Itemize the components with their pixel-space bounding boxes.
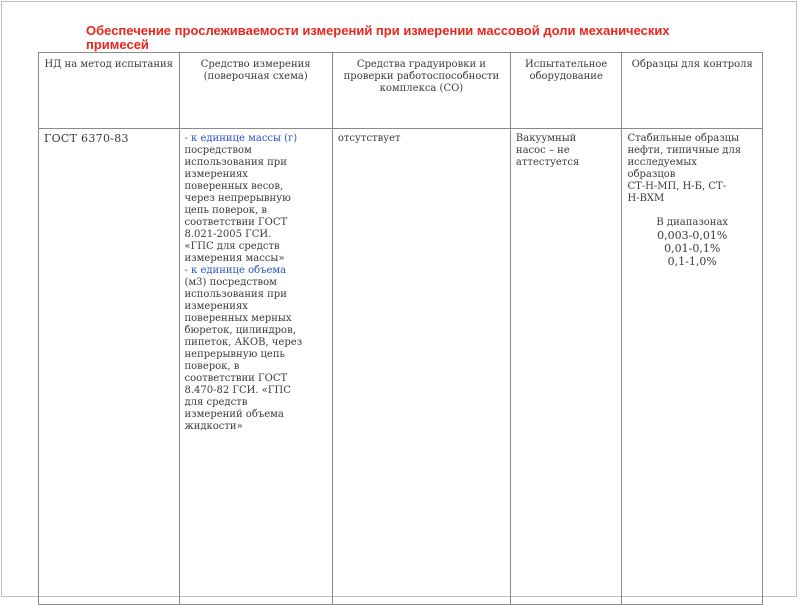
samples-line: Н-ВХМ <box>627 193 665 204</box>
measuring-means-line: соответствии ГОСТ <box>184 373 288 384</box>
cell-measuring-means <box>179 129 332 605</box>
cell-method <box>39 129 180 605</box>
measuring-means-line: через непрерывную <box>184 193 291 204</box>
header-measuring-means: Средство измерения (поверочная схема) <box>179 53 332 129</box>
measuring-means-line: измерениях <box>184 169 248 180</box>
range-value: 0,01-0,1% <box>664 242 721 255</box>
measuring-means-line: поверенных мерных <box>184 313 292 324</box>
header-row <box>39 53 763 129</box>
cell-calibration: отсутствует <box>332 129 510 605</box>
measuring-means-line: «ГПС для средств <box>184 241 280 252</box>
measuring-means-line: 8.470-82 ГСИ. «ГПС <box>184 385 291 396</box>
samples-line: исследуемых <box>627 157 697 168</box>
measuring-means-line: соответствии ГОСТ <box>184 217 288 228</box>
measuring-means-line: - к единице объема <box>184 265 287 276</box>
measuring-means-line: (м3) посредством <box>184 277 277 288</box>
measuring-means-line: поверок, в <box>184 361 240 372</box>
measuring-means-line: посредством <box>184 145 252 156</box>
measuring-means-text <box>185 133 327 433</box>
samples-line: Стабильные образцы <box>627 133 740 144</box>
traceability-table <box>38 52 763 605</box>
measuring-means-line: бюреток, цилиндров, <box>184 325 296 336</box>
method-standard: ГОСТ 6370-83 <box>44 132 129 145</box>
samples-line: СТ-Н-МП, Н-Б, СТ- <box>627 181 727 192</box>
measuring-means-line: 8.021-2005 ГСИ. <box>184 229 272 240</box>
cell-equipment <box>510 129 622 605</box>
table-row <box>39 129 763 605</box>
measuring-means-line: - к единице массы (г) <box>184 133 298 144</box>
measuring-means-line: измерений объема <box>184 409 284 420</box>
measuring-means-line: использования при <box>184 289 287 300</box>
equipment-line: насос – не <box>515 145 570 156</box>
header-test-equipment: Испытательное оборудование <box>510 53 622 129</box>
measuring-means-line: измерения массы» <box>184 253 285 264</box>
samples-line: образцов <box>627 169 676 180</box>
equipment-line: аттестуется <box>515 157 580 168</box>
cell-samples <box>622 129 763 605</box>
range-title: В диапазонах <box>656 217 729 228</box>
measuring-means-line: цепь поверок, в <box>184 205 268 216</box>
header-calibration-means: Средства градуировки и проверки работоспособности комплекса (СО) <box>332 53 510 129</box>
measuring-means-line: поверенных весов, <box>184 181 284 192</box>
header-method: НД на метод испытания <box>39 53 180 129</box>
measuring-means-line: пипеток, АКОВ, через <box>184 337 303 348</box>
measuring-means-line: для средств <box>184 397 248 408</box>
measuring-means-line: использования при <box>184 157 287 168</box>
measuring-means-line: жидкости» <box>184 421 243 432</box>
equipment-line: Вакуумный <box>515 133 577 144</box>
page-title: Обеспечение прослеживаемости измерений при измерении массовой доли механических примесей <box>86 23 670 52</box>
header-control-samples: Образцы для контроля <box>622 53 763 129</box>
measuring-means-line: измерениях <box>184 301 248 312</box>
range-value: 0,003-0,01% <box>657 229 728 242</box>
measuring-means-line: непрерывную цепь <box>184 349 285 360</box>
samples-line: нефти, типичные для <box>627 145 742 156</box>
range-value: 0,1-1,0% <box>667 255 717 268</box>
